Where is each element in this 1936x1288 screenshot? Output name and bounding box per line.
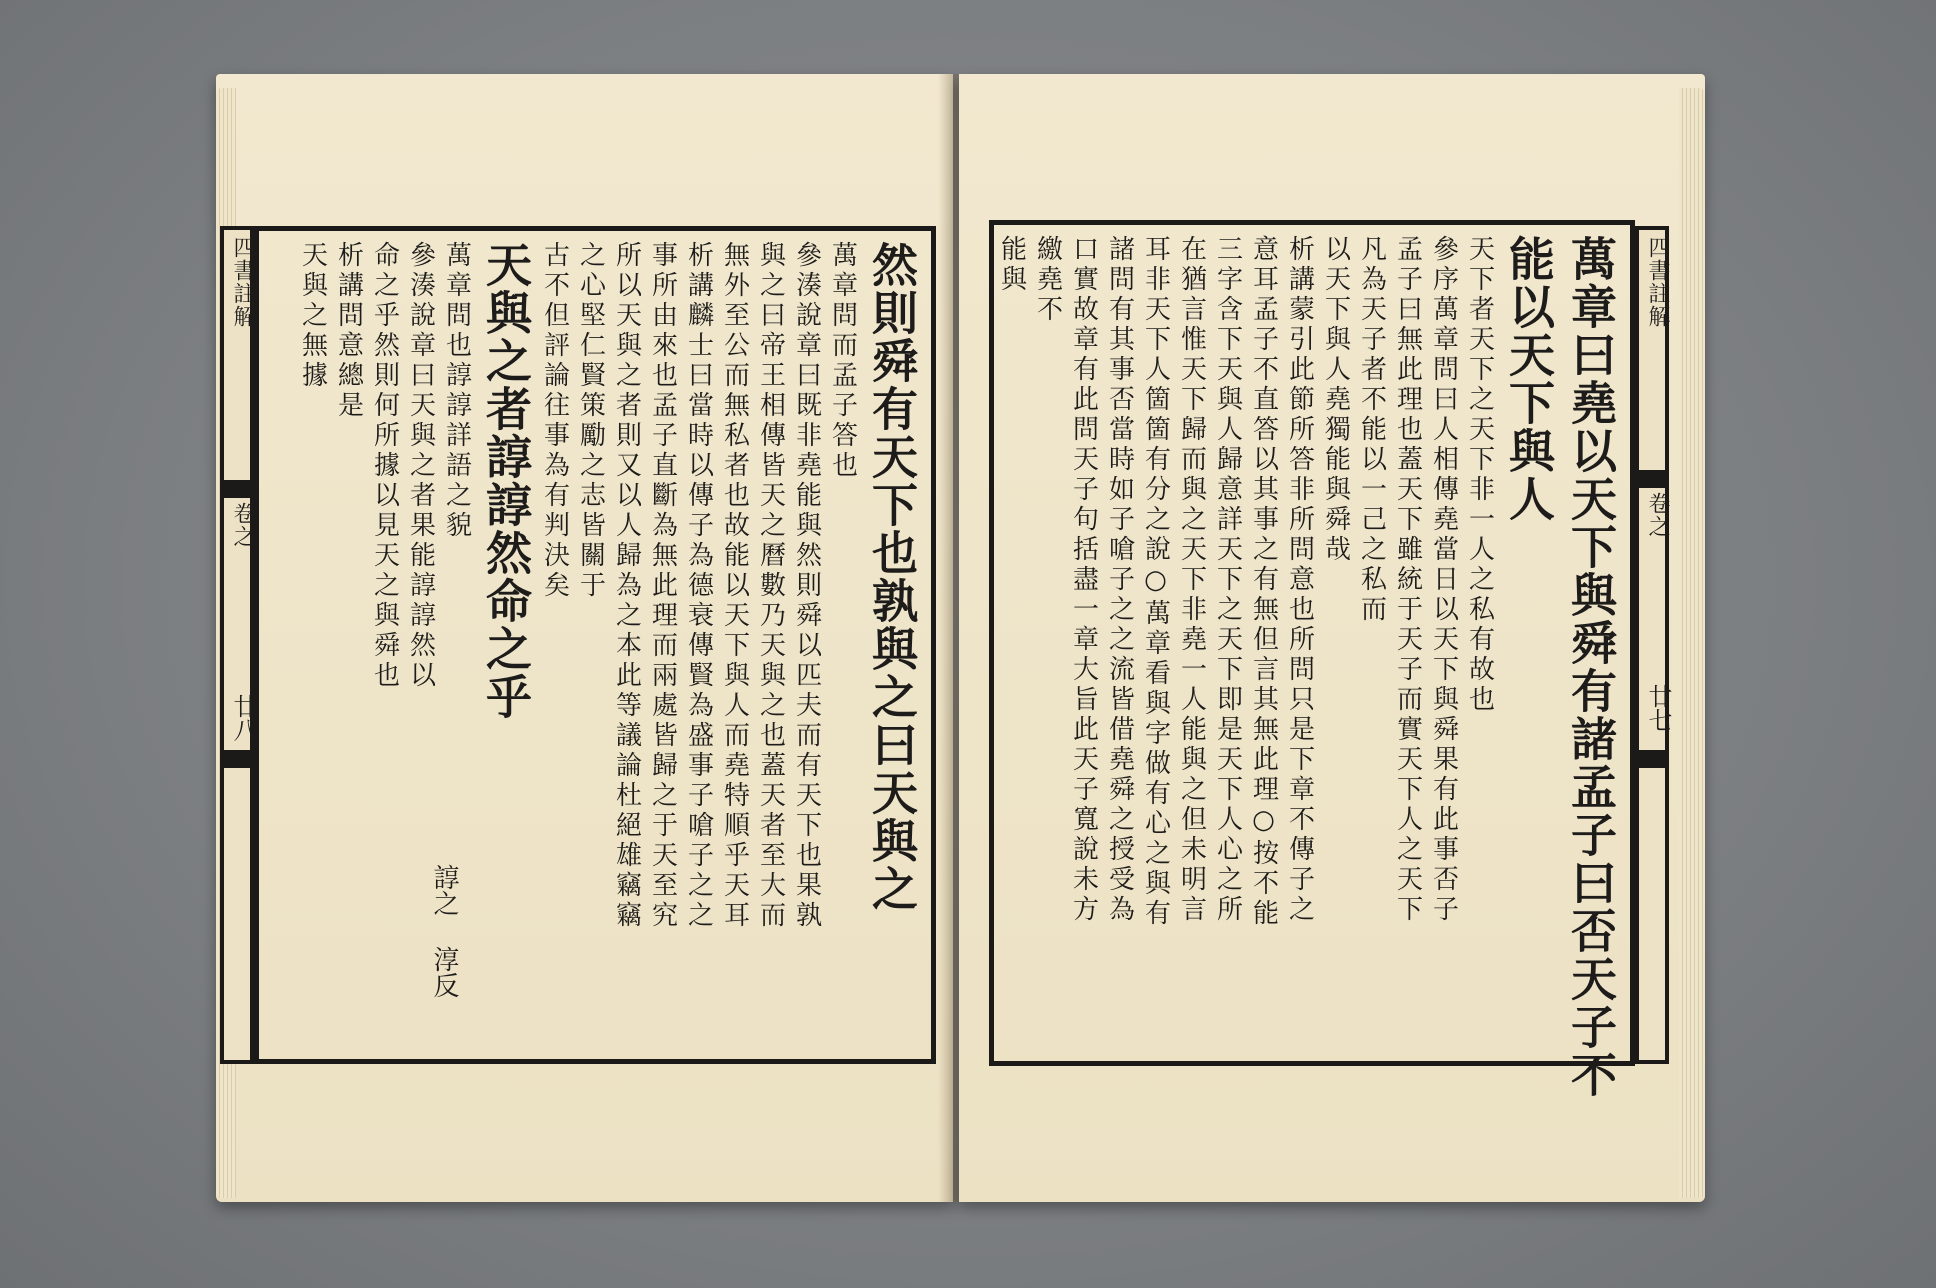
- right-text-column: [1246, 235, 1282, 1051]
- left-text-frame: [254, 226, 936, 1064]
- right-column-text: 天下者天下之天下非一人之私有故也: [1464, 235, 1495, 715]
- right-column-text: 孟子曰無此理也蓋天下雖統于天子而實天下人之天下: [1392, 235, 1423, 925]
- left-text-column: [645, 241, 681, 1049]
- right-column-text: 意耳孟子不直答以其事之有無但言其無此理○按不能: [1248, 235, 1279, 929]
- right-text-column: [1354, 235, 1390, 1051]
- right-text-column: [1174, 235, 1210, 1051]
- left-text-column: [717, 241, 753, 1049]
- left-page-number: 廿八: [229, 694, 257, 742]
- right-text-column: [1390, 235, 1426, 1051]
- left-text-column: [681, 241, 717, 1049]
- left-spine-tab: [220, 226, 254, 1064]
- right-column-text: 三字含下天與人歸意詳天下之天下即是天下人心之所: [1212, 235, 1243, 925]
- left-text-column: [367, 241, 403, 1049]
- right-text-column: [1462, 235, 1498, 1051]
- left-columns: [267, 241, 923, 1049]
- right-spine-tab: [1635, 226, 1669, 1064]
- left-column-text: 之心堅仁賢策勵之志皆關于: [575, 241, 606, 601]
- right-column-text: 繳堯不: [1032, 235, 1063, 325]
- spine-title: 四書註解: [1645, 236, 1670, 328]
- right-text-column: [1282, 235, 1318, 1051]
- left-column-text: 事所由來也孟子直斷為無此理而兩處皆歸之于天至究: [647, 241, 678, 931]
- left-text-column: [609, 241, 645, 1049]
- right-text-column: [1560, 235, 1622, 1099]
- left-text-column: [753, 241, 789, 1049]
- spine-volume: 卷之: [230, 502, 255, 548]
- left-column-text: 析講麟士曰當時以傳子為德衰傳賢為盛事子嗆子之之: [683, 241, 714, 931]
- right-column-text: 耳非天下人箇箇有分之說○萬章看與字做有心之與有: [1140, 235, 1171, 929]
- right-text-column: [1030, 235, 1066, 1051]
- left-text-column: [573, 241, 609, 1049]
- left-column-text: 天與之者諄諄然命之乎: [479, 241, 533, 721]
- right-column-text: 在猶言惟天下歸而與之天下非堯一人能與之但未明言: [1176, 235, 1207, 925]
- left-column-text: 然則舜有天下也孰與之曰天與之: [865, 241, 919, 913]
- right-column-text: 能以天下與人: [1502, 235, 1556, 523]
- spine-volume: 卷之: [1645, 492, 1670, 538]
- left-column-text: 天與之無據: [297, 241, 328, 391]
- right-column-text: 凡為天子者不能以一己之私而: [1356, 235, 1387, 625]
- right-column-text: 以天下與人堯獨能與舜哉: [1320, 235, 1351, 565]
- left-text-column: [537, 241, 573, 1049]
- right-column-text: 諸問有其事否當時如子嗆子之之流皆借堯舜之授受為: [1104, 235, 1135, 925]
- right-column-text: 口實故章有此問天子句括盡一章大旨此天子寬說未方: [1068, 235, 1099, 925]
- left-text-column: [295, 241, 331, 1049]
- left-text-column: [331, 241, 367, 1049]
- left-column-text: 萬章問也諄諄詳語之貌: [441, 241, 472, 541]
- left-text-column: [861, 241, 923, 1049]
- left-text-column: [789, 241, 825, 1049]
- right-text-column: [1102, 235, 1138, 1051]
- open-book: [200, 66, 1722, 1214]
- right-text-column: [1210, 235, 1246, 1051]
- right-page-number: 廿七: [1644, 684, 1672, 732]
- right-text-column: [994, 235, 1030, 1051]
- right-text-column: [1318, 235, 1354, 1051]
- left-column-text: 參湊說章曰天與之者果能諄諄然以: [405, 241, 436, 691]
- left-page: [216, 74, 953, 1202]
- right-text-frame: [989, 220, 1635, 1099]
- right-columns: [996, 235, 1622, 1099]
- left-column-text: 所以天與之者則又以人歸為之本此等議論杜絕雄竊竊: [611, 241, 642, 931]
- right-page-edges: [1679, 88, 1705, 1198]
- spine-band: [1639, 470, 1665, 488]
- left-column-text: 古不但評論往事為有判決矣: [539, 241, 570, 601]
- right-column-text: 萬章曰堯以天下與舜有諸孟子曰否天子不: [1564, 235, 1618, 1099]
- right-text-column: [1498, 235, 1560, 1051]
- left-column-text: 萬章問而孟子答也: [827, 241, 858, 481]
- spine-band: [224, 750, 250, 768]
- right-column-text: 參序萬章問曰人相傳堯當日以天下與舜果有此事否子: [1428, 235, 1459, 925]
- left-text-column: [475, 241, 537, 1049]
- right-text-column: [1138, 235, 1174, 1051]
- left-column-text: 與之曰帝王相傳皆天之曆數乃天與之也蓋天者至大而: [755, 241, 786, 931]
- right-text-column: [1426, 235, 1462, 1051]
- pronunciation-note: 諄之 淳反: [429, 864, 459, 998]
- right-text-column: [1066, 235, 1102, 1051]
- spine-band: [1639, 750, 1665, 768]
- left-column-text: 析講問意總是: [333, 241, 364, 421]
- right-column-text: 析講蒙引此節所答非所問意也所問只是下章不傳子之: [1284, 235, 1315, 925]
- spine-title: 四書註解: [230, 236, 255, 328]
- left-column-text: 參湊說章曰既非堯能與然則舜以匹夫而有天下也果孰: [791, 241, 822, 931]
- left-column-text: 命之乎然則何所據以見天之與舜也: [369, 241, 400, 691]
- left-column-text: 無外至公而無私者也故能以天下與人而堯特順乎天耳: [719, 241, 750, 931]
- spine-band: [224, 480, 250, 498]
- right-column-text: 能與: [996, 235, 1027, 295]
- left-text-column: [825, 241, 861, 1049]
- right-page: [959, 74, 1705, 1202]
